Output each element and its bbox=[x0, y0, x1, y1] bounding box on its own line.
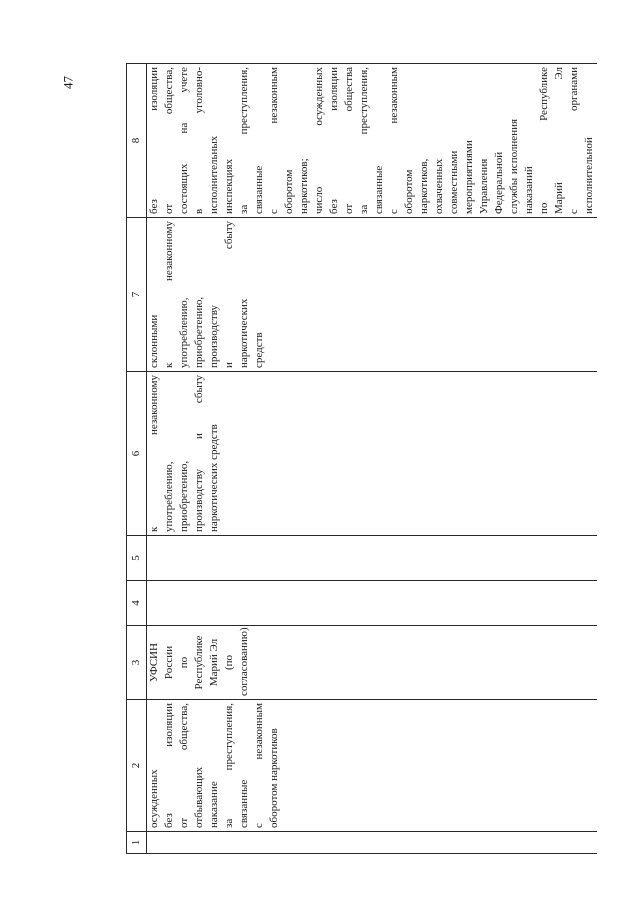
text-line: за преступления, bbox=[358, 67, 370, 214]
text-line: наркотиков, bbox=[418, 158, 430, 214]
text-line: мероприятиями bbox=[463, 140, 475, 214]
text-line: по Республике bbox=[538, 67, 550, 214]
text-line: к незаконному bbox=[163, 221, 175, 368]
text-line: состоящих на учете bbox=[178, 67, 190, 214]
text-line: наркотических bbox=[238, 298, 250, 368]
column-number: 4 bbox=[127, 581, 147, 626]
cell-target-group bbox=[147, 700, 598, 832]
cell-executor bbox=[147, 626, 598, 700]
column-number-row bbox=[127, 64, 147, 854]
text-line: с незаконным bbox=[253, 703, 265, 828]
text-line: с незаконным bbox=[268, 67, 280, 214]
text-line: за преступления, bbox=[238, 67, 250, 214]
text-line: охваченных bbox=[433, 158, 445, 214]
executor-line: согласованию) bbox=[238, 627, 250, 696]
text-line: число осужденных bbox=[313, 67, 325, 214]
text-line: оборотом bbox=[403, 169, 415, 214]
text-line: Федеральной bbox=[493, 151, 505, 214]
text-line: наказаний bbox=[523, 166, 535, 214]
column-number: 3 bbox=[127, 626, 147, 700]
text-line: отбывающих bbox=[193, 766, 205, 828]
cell-col7-text bbox=[147, 218, 598, 372]
column-number: 1 bbox=[127, 832, 147, 854]
text-line: осужденных bbox=[148, 769, 160, 828]
text-line: от общества, bbox=[178, 703, 190, 828]
text-line: без изоляции bbox=[163, 703, 175, 828]
text-line: Управления bbox=[478, 158, 490, 214]
column-number: 2 bbox=[127, 700, 147, 832]
column-number: 6 bbox=[127, 372, 147, 536]
text-line: наркотических средств bbox=[208, 424, 220, 532]
text-line: без изоляции bbox=[328, 67, 340, 214]
text-line: связанные bbox=[238, 779, 250, 828]
text-line: связанные bbox=[373, 165, 385, 214]
cell-col1 bbox=[147, 832, 598, 854]
text-line: совместными bbox=[448, 150, 460, 214]
column-number: 7 bbox=[127, 218, 147, 372]
table-row bbox=[147, 64, 598, 854]
column-number: 8 bbox=[127, 64, 147, 218]
text-line: Марий Эл bbox=[553, 67, 565, 214]
executor-line: Марий Эл bbox=[208, 638, 220, 687]
text-line: инспекциях bbox=[223, 158, 235, 214]
text-line: от общества bbox=[343, 67, 355, 214]
text-line: производству и сбыту bbox=[193, 375, 205, 532]
text-line: склонными bbox=[148, 314, 160, 368]
text-line: приобретению, bbox=[193, 296, 205, 368]
text-line: исполнительной bbox=[583, 137, 595, 214]
text-line: наказание bbox=[208, 781, 220, 828]
executor-line: УФСИН России bbox=[148, 643, 175, 682]
column-number: 5 bbox=[127, 536, 147, 581]
text-line: приобретению, bbox=[178, 460, 190, 532]
page-number: 47 bbox=[60, 76, 76, 89]
text-line: службы исполнения bbox=[508, 118, 520, 214]
measures-table bbox=[126, 63, 597, 854]
text-line: производству bbox=[208, 304, 220, 368]
executor-line: (по bbox=[223, 654, 235, 671]
cell-col4 bbox=[147, 581, 598, 626]
text-line: наркотиков; bbox=[298, 158, 310, 214]
text-line: употреблению, bbox=[178, 297, 190, 368]
text-line: без изоляции bbox=[148, 67, 160, 214]
text-line: употреблению, bbox=[163, 461, 175, 532]
cell-col6-text bbox=[147, 372, 598, 536]
text-line: с органами bbox=[568, 67, 580, 214]
text-line: с незаконным bbox=[388, 67, 400, 214]
text-line: средств bbox=[253, 332, 265, 368]
text-line: оборотом bbox=[283, 169, 295, 214]
cell-col5 bbox=[147, 536, 598, 581]
text-line: к незаконному bbox=[148, 375, 160, 532]
rotated-table-wrapper bbox=[126, 64, 595, 854]
text-line: связанные bbox=[253, 165, 265, 214]
text-line: в уголовно- bbox=[193, 67, 205, 214]
text-line: исполнительных bbox=[208, 135, 220, 214]
text-line: и сбыту bbox=[223, 221, 235, 368]
cell-indicator-text bbox=[147, 64, 598, 218]
text-line: оборотом наркотиков bbox=[268, 728, 280, 828]
text-line: от общества, bbox=[163, 67, 175, 214]
text-line: за преступления, bbox=[223, 703, 235, 828]
executor-line: по Республике bbox=[178, 635, 205, 690]
